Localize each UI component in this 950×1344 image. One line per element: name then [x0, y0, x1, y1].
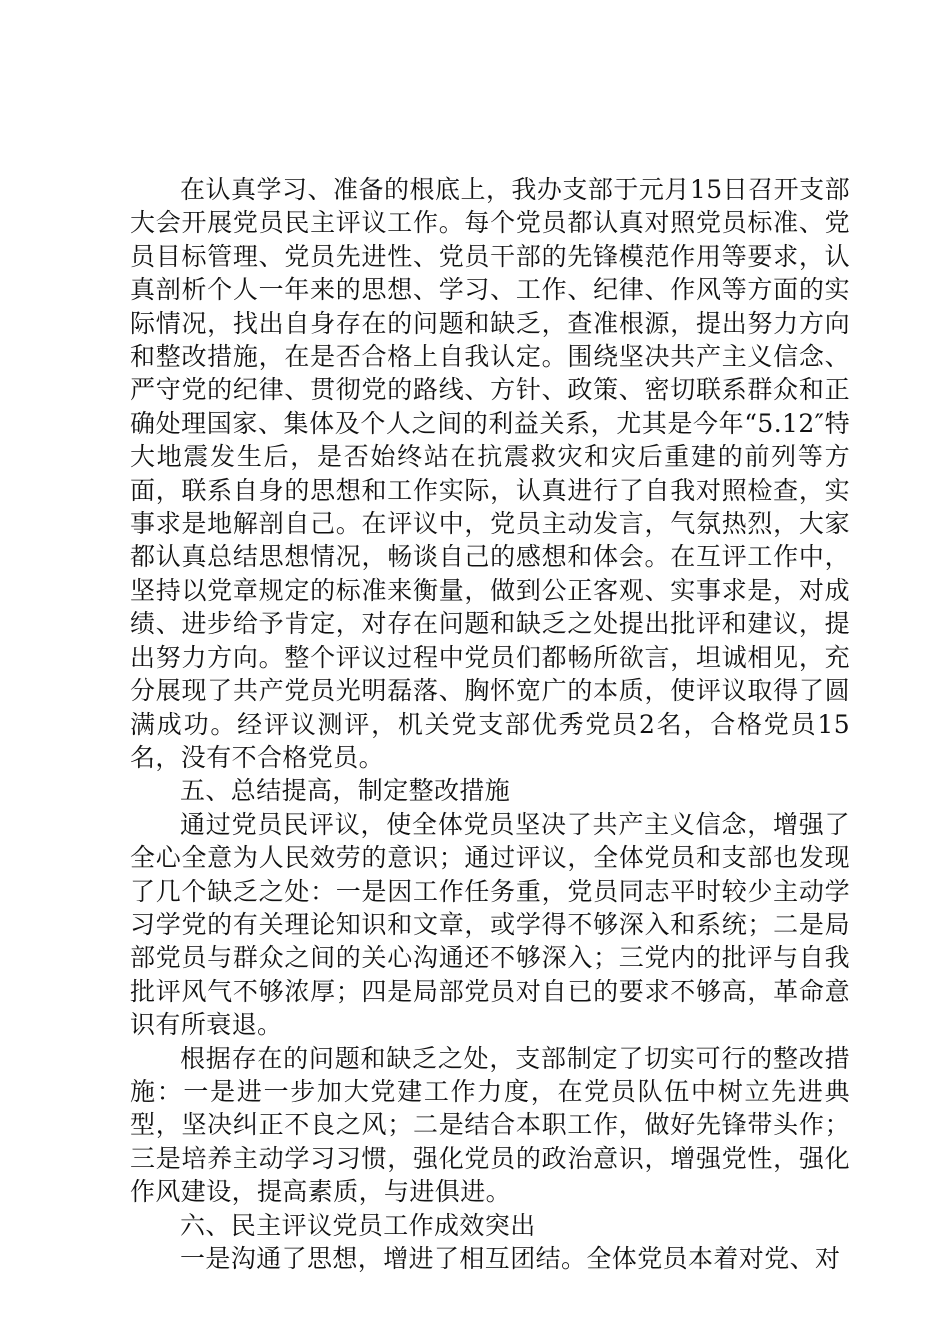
- document-body: [130, 173, 850, 1275]
- paragraph-results: 一是沟通了思想，增进了相互团结。全体党员本着对党、对: [180, 1244, 841, 1273]
- section-heading-6: 六、民主评议党员工作成效突出: [180, 1210, 536, 1240]
- paragraph-rectification-measures: 根据存在的问题和缺乏之处，支部制定了切实可行的整改措施：一是进一步加大党建工作力度，在党员队伍中树立先进典型，坚决纠正不良之风；二是结合本职工作，做好先锋带头作；三是培养主动学习习惯，强化党员的政治意识，增强党性，强化作风建设，提高素质，与进俱进。: [130, 1043, 850, 1207]
- section-heading-5: 五、总结提高，制定整改措施: [180, 776, 511, 806]
- paragraph-evaluation-process: 在认真学习、准备的根底上，我办支部于元月15日召开支部大会开展党员民主评议工作。每个党员都认真对照党员标准、党员目标管理、党员先进性、党员干部的先锋模范作用等要求，认真剖析个人一年来的思想、学习、工作、纪律、作风等方面的实际情况，找出自身存在的问题和缺乏，查准根源，提出努力方向和整改措施，在是否合格上自我认定。围绕坚决共产主义信念、严守党的纪律、贯彻党的路线、方针、政策、密切联系群众和正确处理国家、集体及个人之间的利益关系，尤其是今年“5.12″特大地震发生后，是否始终站在抗震救灾和灾后重建的前列等方面，联系自身的思想和工作实际，认真进行了自我对照检查，实事求是地解剖自己。在评议中，党员主动发言，气氛热烈，大家都认真总结思想情况，畅谈自己的感想和体会。在互评工作中，坚持以党章规定的标准来衡量，做到公正客观、实事求是，对成绩、进步给予肯定，对存在问题和缺乏之处提出批评和建议，提出努力方向。整个评议过程中党员们都畅所欲言，坦诚相见，充分展现了共产党员光明磊落、胸怀宽广的本质，使评议取得了圆满成功。经评议测评，机关党支部优秀党员2名，合格党员15名，没有不合格党员。: [130, 175, 850, 772]
- paragraph-shortcomings: 通过党员民评议，使全体党员坚决了共产主义信念，增强了全心全意为人民效劳的意识；通过评议，全体党员和支部也发现了几个缺乏之处：一是因工作任务重，党员同志平时较少主动学习学党的有关理论知识和文章，或学得不够深入和系统；二是局部党员与群众之间的关心沟通还不够深入；三党内的批评与自我批评风气不够浓厚；四是局部党员对自已的要求不够高，革命意识有所衰退。: [130, 809, 850, 1040]
